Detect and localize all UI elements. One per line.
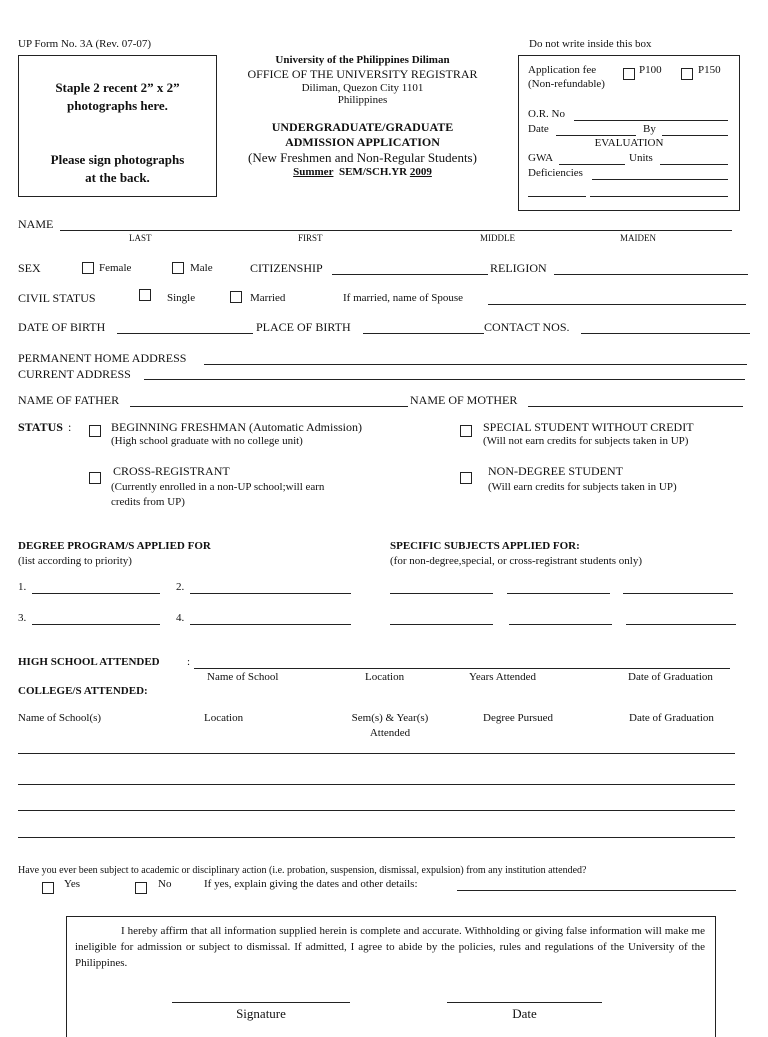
explain-label: If yes, explain giving the dates and other details: [204,878,418,890]
college-label: COLLEGE/S ATTENDED: [18,685,148,697]
degree-field-3[interactable] [32,624,160,625]
religion-field[interactable] [554,274,748,275]
special-checkbox[interactable] [460,425,472,437]
form-title-1: UNDERGRADUATE/GRADUATE [271,120,454,134]
sex-label: SEX [18,261,41,275]
affirmation-date-field[interactable] [447,1002,602,1003]
degree-label: DEGREE PROGRAM/S APPLIED FOR [18,540,211,552]
disciplinary-question: Have you ever been subject to academic or disciplinary action (i.e. probation, suspension, dismissal, expulsion) from any institution attended? [18,865,587,876]
p100-checkbox[interactable] [623,68,635,80]
form-id: UP Form No. 3A (Rev. 07-07) [18,38,152,50]
name-field[interactable] [60,230,732,231]
office-address: Diliman, Quezon City 1101 [301,82,424,94]
no-label: No [158,878,172,890]
col-attended-header: Attended [369,727,411,739]
degree-field-4[interactable] [190,624,351,625]
highschool-label: HIGH SCHOOL ATTENDED [18,656,160,668]
affirmation-date-label: Date [512,1006,537,1021]
degree-num-1: 1. [18,581,27,593]
hs-graduation-caption: Date of Graduation [628,671,713,683]
degree-field-1[interactable] [32,593,160,594]
nondegree-label: NON-DEGREE STUDENT [488,464,623,478]
col-degree-header: Degree Pursued [483,712,553,724]
deficiencies-label: Deficiencies [528,167,583,179]
or-no-field[interactable] [574,120,728,121]
p150-checkbox[interactable] [681,68,693,80]
affirmation-text: I hereby affirm that all information supplied herein is complete and accurate. Withholding or giving false information will make me ineligible for admission or subject to dismissal. If admitted, I agree to abide by the policies, rules and regulations of the University of the Philippines. [75,925,705,969]
female-checkbox[interactable] [82,262,94,274]
by-field[interactable] [662,135,728,136]
name-label: NAME [18,217,54,231]
highschool-field[interactable] [194,668,730,669]
college-row-2[interactable] [18,784,735,785]
office-use-box [518,55,740,211]
civil-status-label: CIVIL STATUS [18,291,96,305]
deficiencies-field-1[interactable] [592,179,728,180]
units-label: Units [629,152,653,164]
photo-instruction-4: at the back. [85,170,150,185]
sem-label: SEM/SCH.YR [338,166,408,178]
perm-address-field[interactable] [204,364,747,365]
single-label: Single [167,292,196,304]
subject-field-1[interactable] [390,593,493,594]
contact-label: CONTACT NOS. [484,320,570,334]
citizenship-field[interactable] [332,274,488,275]
subject-field-4[interactable] [390,624,493,625]
dob-field[interactable] [117,333,253,334]
hs-name-caption: Name of School [207,671,279,683]
header [225,54,500,178]
evaluation-label: EVALUATION [594,137,664,149]
freshman-label: BEGINNING FRESHMAN (Automatic Admission) [111,420,362,434]
subject-field-2[interactable] [507,593,610,594]
dob-label: DATE OF BIRTH [18,320,106,334]
degree-note: (list according to priority) [18,555,132,567]
degree-num-4: 4. [176,612,185,624]
special-label: SPECIAL STUDENT WITHOUT CREDIT [483,420,694,434]
pob-field[interactable] [363,333,484,334]
mother-field[interactable] [528,406,743,407]
subject-field-6[interactable] [626,624,736,625]
maiden-name-caption: MAIDEN [620,233,656,243]
freshman-checkbox[interactable] [89,425,101,437]
col-graduation-header: Date of Graduation [629,712,714,724]
p100-label: P100 [639,64,662,76]
university-name: University of the Philippines Diliman [275,54,450,66]
p150-label: P150 [698,64,721,76]
degree-field-2[interactable] [190,593,351,594]
special-note: (Will not earn credits for subjects taken in UP) [483,435,689,447]
nondegree-checkbox[interactable] [460,472,472,484]
college-row-4[interactable] [18,837,735,838]
no-checkbox[interactable] [135,882,147,894]
college-row-1[interactable] [18,753,735,754]
curr-address-label: CURRENT ADDRESS [18,367,131,381]
signature-label: Signature [236,1006,286,1021]
middle-name-caption: MIDDLE [480,233,515,243]
female-label: Female [99,262,132,274]
male-label: Male [190,262,213,274]
explain-field[interactable] [457,890,736,891]
units-field[interactable] [660,164,728,165]
yes-label: Yes [64,878,81,890]
last-name-caption: LAST [129,233,152,243]
signature-field[interactable] [172,1002,350,1003]
college-row-3[interactable] [18,810,735,811]
married-checkbox[interactable] [230,291,242,303]
gwa-field[interactable] [559,164,625,165]
subject-field-5[interactable] [509,624,612,625]
spouse-field[interactable] [488,304,746,305]
office-country: Philippines [337,94,388,106]
status-colon: : [68,420,72,434]
curr-address-field[interactable] [144,379,745,380]
photo-instruction-2: photographs here. [67,98,168,113]
degree-num-3: 3. [18,612,27,624]
term-value: Summer [293,166,334,178]
spouse-label: If married, name of Spouse [343,292,464,304]
photo-box [18,55,217,197]
office-name: OFFICE OF THE UNIVERSITY REGISTRAR [247,67,478,81]
yes-checkbox[interactable] [42,882,54,894]
form-title-2: ADMISSION APPLICATION [285,135,440,149]
date-label: Date [528,123,549,135]
affirmation-box [66,916,716,1037]
highschool-colon: : [187,656,191,668]
photo-instruction-1: Staple 2 recent 2” x 2” [55,80,180,95]
app-fee-label: Application fee [528,64,597,76]
subjects-note: (for non-degree,special, or cross-registrant students only) [390,555,643,567]
deficiencies-field-3[interactable] [590,196,728,197]
degree-num-2: 2. [176,581,185,593]
single-checkbox[interactable] [139,289,151,301]
or-no-label: O.R. No [528,108,565,120]
year-value: 2009 [409,166,432,178]
subjects-label: SPECIFIC SUBJECTS APPLIED FOR: [390,540,580,552]
mother-label: NAME OF MOTHER [410,393,518,407]
nondegree-note: (Will earn credits for subjects taken in UP) [488,481,677,493]
hs-location-caption: Location [365,671,405,683]
office-date-field[interactable] [556,135,636,136]
cross-note-2: credits from UP) [111,496,185,508]
freshman-note: (High school graduate with no college unit) [111,435,303,447]
form-subtitle: (New Freshmen and Non-Regular Students) [248,150,477,165]
non-refundable-label: (Non-refundable) [528,78,605,90]
subject-field-3[interactable] [623,593,733,594]
gwa-label: GWA [528,152,554,164]
cross-checkbox[interactable] [89,472,101,484]
term-line [225,166,500,178]
status-label: STATUS [18,420,63,434]
col-location-header: Location [204,712,244,724]
col-name-header: Name of School(s) [18,712,102,724]
hs-years-caption: Years Attended [469,671,537,683]
perm-address-label: PERMANENT HOME ADDRESS [18,351,187,365]
pob-label: PLACE OF BIRTH [256,320,351,334]
cross-label: CROSS-REGISTRANT [113,464,230,478]
office-box-note: Do not write inside this box [529,38,652,50]
cross-note-1: (Currently enrolled in a non-UP school;will earn [111,481,325,493]
col-semyear-header: Sem(s) & Year(s) [351,712,429,724]
deficiencies-field-2[interactable] [528,196,586,197]
male-checkbox[interactable] [172,262,184,274]
by-label: By [643,123,656,135]
religion-label: RELIGION [490,261,547,275]
first-name-caption: FIRST [298,233,323,243]
married-label: Married [250,292,286,304]
father-label: NAME OF FATHER [18,393,120,407]
photo-instruction-3: Please sign photographs [50,152,185,167]
citizenship-label: CITIZENSHIP [250,261,323,275]
contact-field[interactable] [581,333,750,334]
father-field[interactable] [130,406,408,407]
